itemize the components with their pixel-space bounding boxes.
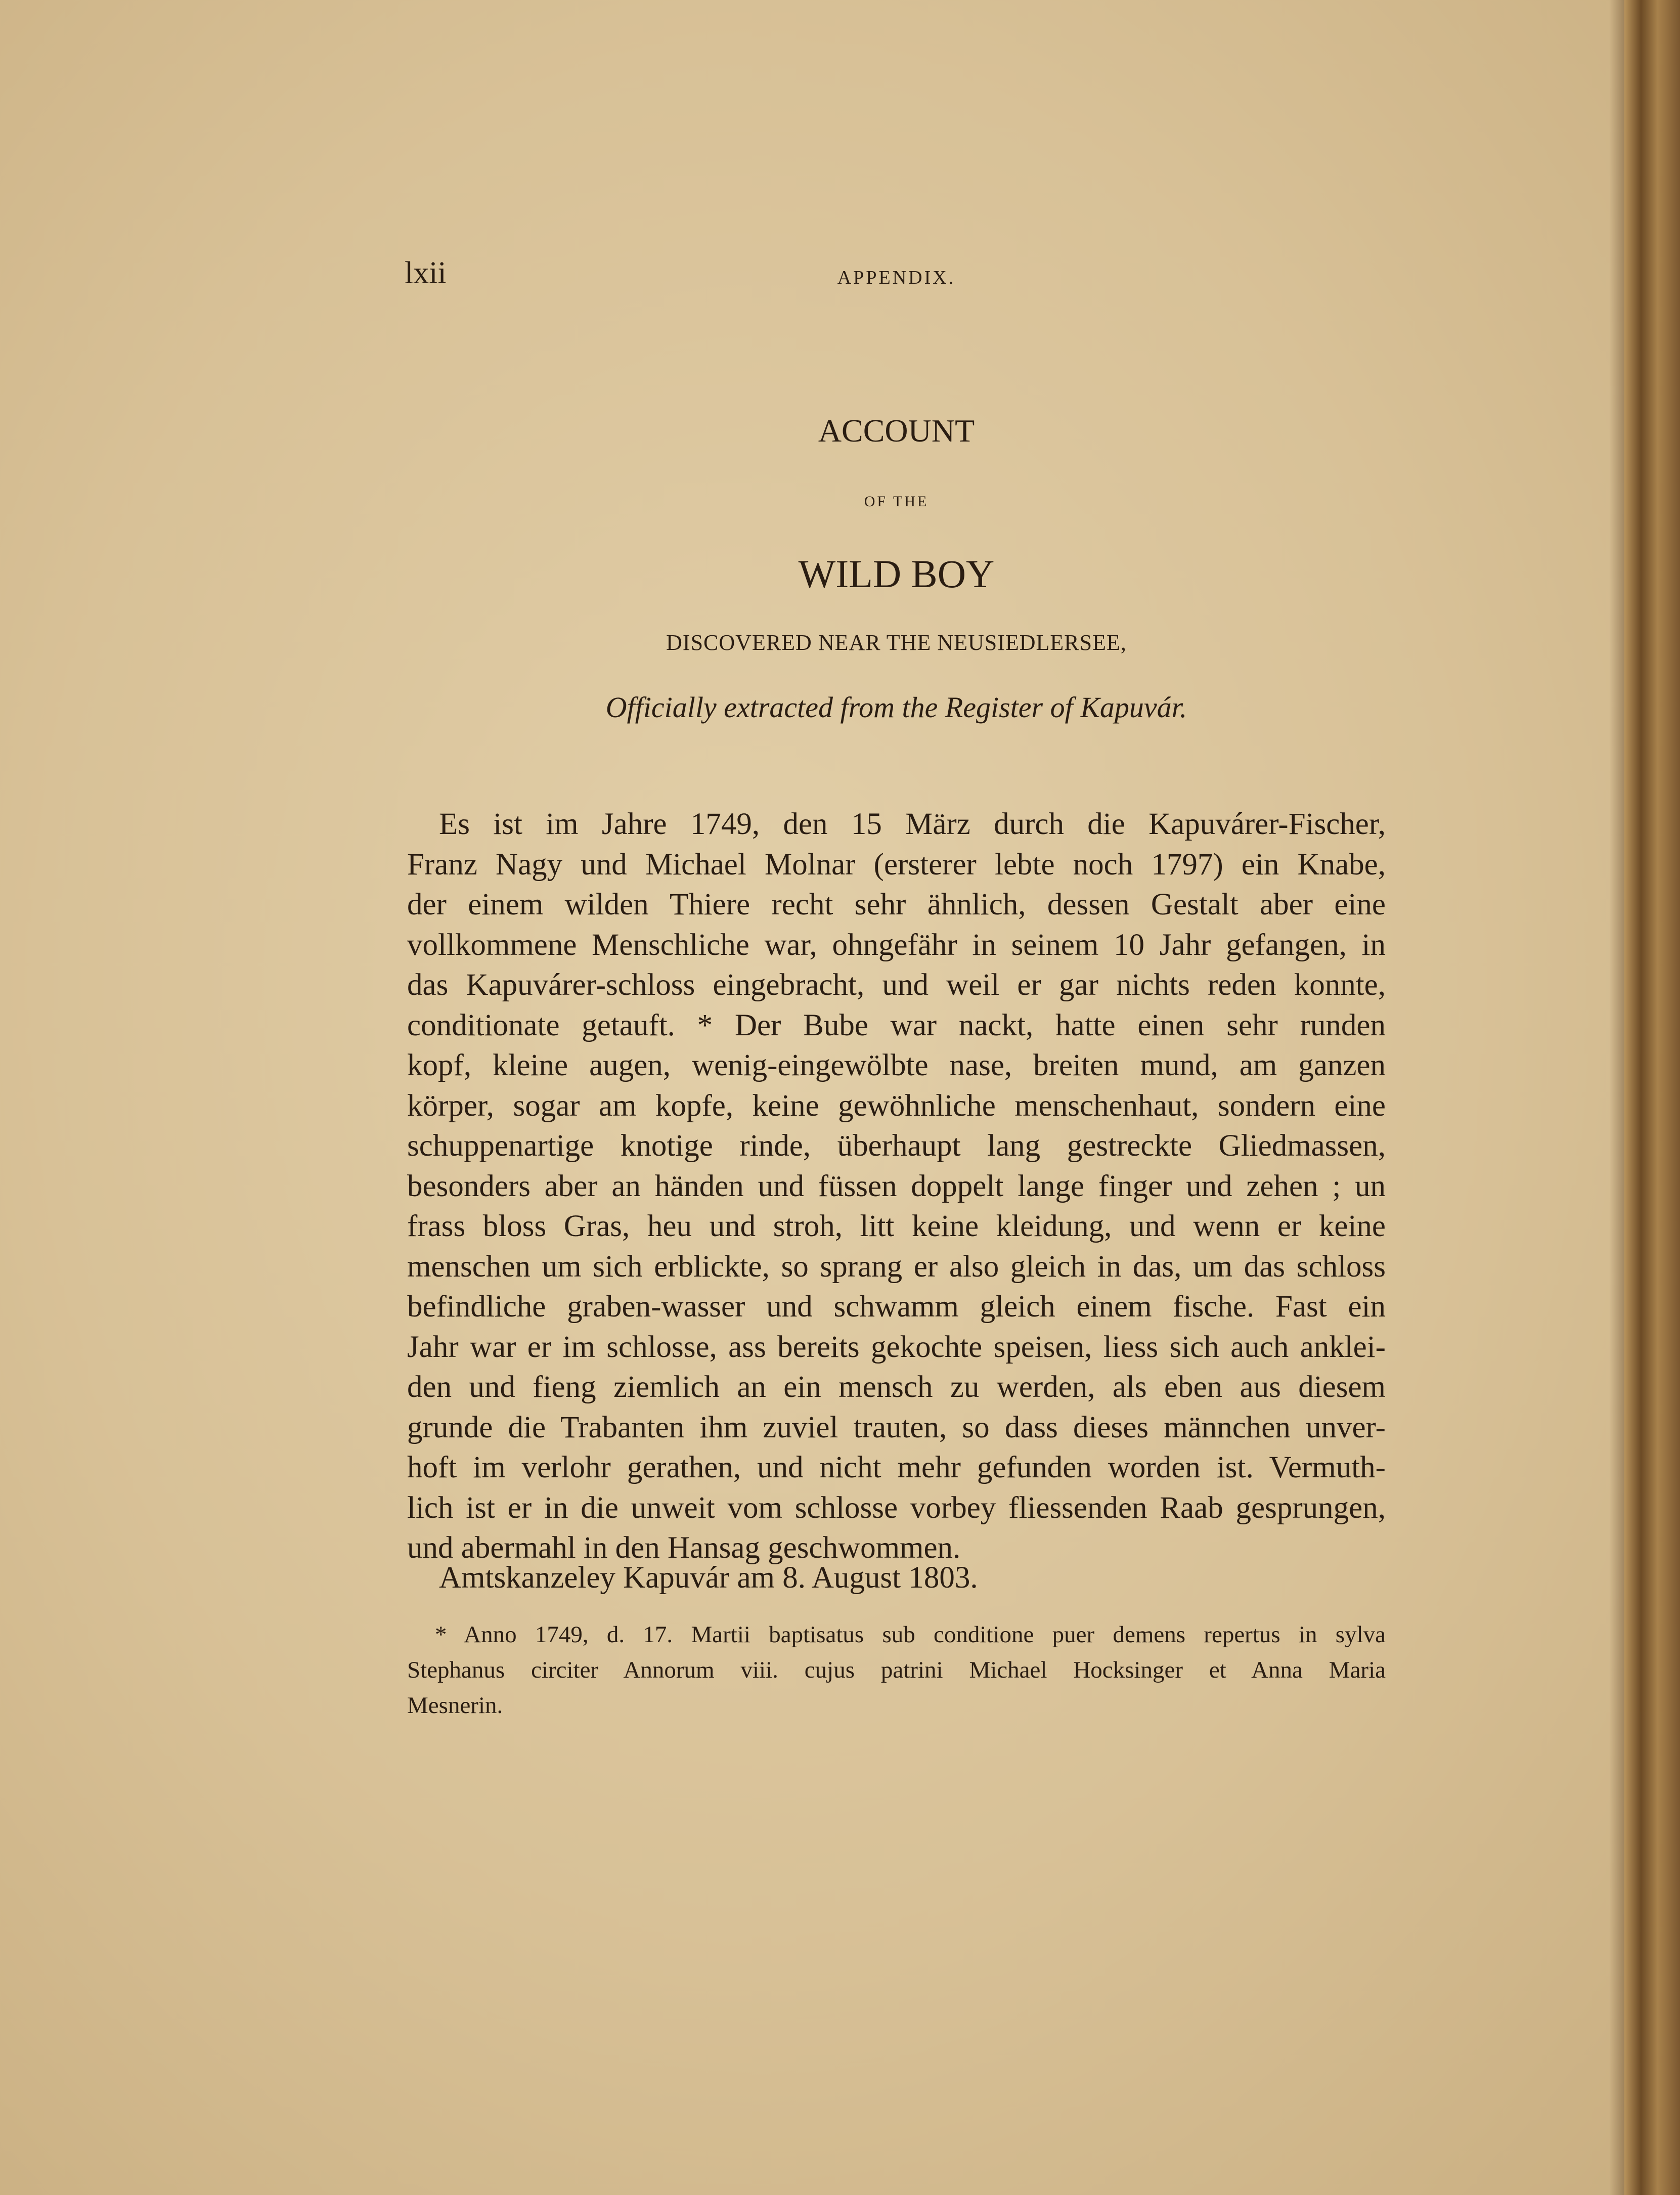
body-line: menschen um sich erblickte, so sprang er also gleich in das, um das schloss — [407, 1249, 1386, 1284]
footnote-line: Stephanus circiter Annorum viii. cujus patrini Michael Hocksinger et Anna Maria — [407, 1657, 1386, 1683]
footnote-line: * Anno 1749, d. 17. Martii baptisatus sub conditione puer demens repertus in sylva — [435, 1621, 1386, 1648]
running-title: APPENDIX. — [837, 267, 956, 288]
body-line: den und fieng ziemlich an ein mensch zu werden, als eben aus diesem — [407, 1370, 1386, 1404]
body-line: besonders aber an händen und füssen doppelt lange finger und zehen ; un — [407, 1169, 1386, 1203]
body-line: schuppenartige knotige rinde, überhaupt lang gestreckte Gliedmassen, — [407, 1129, 1386, 1163]
body-line: grunde die Trabanten ihm zuviel trauten, so dass dieses männchen unver- — [407, 1410, 1386, 1444]
body-line: befindliche graben-wasser und schwamm gleich einem fische. Fast ein — [407, 1290, 1386, 1324]
body-line: Franz Nagy und Michael Molnar (ersterer lebte noch 1797) ein Knabe, — [407, 847, 1386, 882]
body-line: kopf, kleine augen, wenig-eingewölbte nase, breiten mund, am ganzen — [407, 1048, 1386, 1082]
body-line: frass bloss Gras, heu und stroh, litt keine kleidung, und wenn er keine — [407, 1209, 1386, 1243]
book-spine-edge — [1624, 0, 1680, 2195]
signature-line: Amtskanzeley Kapuvár am 8. August 1803. — [439, 1561, 978, 1595]
title-of-the: OF THE — [864, 493, 929, 510]
page-edge-shadow — [1609, 0, 1624, 2195]
body-line: und abermahl in den Hansag geschwommen. — [407, 1531, 961, 1565]
body-line: das Kapuvárer-schloss eingebracht, und weil er gar nichts reden konnte, — [407, 968, 1386, 1002]
body-line: körper, sogar am kopfe, keine gewöhnliche menschenhaut, sondern eine — [407, 1088, 1386, 1123]
body-line: Es ist im Jahre 1749, den 15 März durch die Kapuvárer-Fischer, — [439, 807, 1386, 841]
title-account: ACCOUNT — [818, 413, 975, 449]
subtitle-register: Officially extracted from the Register of Kapuvár. — [605, 691, 1187, 724]
footnote-line: Mesnerin. — [407, 1692, 503, 1719]
body-line: der einem wilden Thiere recht sehr ähnlich, dessen Gestalt aber eine — [407, 888, 1386, 921]
body-line: hoft im verlohr gerathen, und nicht mehr gefunden worden ist. Vermuth- — [407, 1451, 1386, 1484]
body-line: lich ist er in die unweit vom schlosse vorbey fliessenden Raab gesprungen, — [407, 1490, 1386, 1525]
title-wild-boy: WILD BOY — [798, 552, 995, 596]
page-number: lxii — [405, 256, 447, 290]
body-line: Jahr war er im schlosse, ass bereits gekochte speisen, liess sich auch anklei- — [407, 1330, 1386, 1364]
subtitle-discovered: DISCOVERED NEAR THE NEUSIEDLERSEE, — [666, 630, 1127, 655]
body-line: conditionate getauft. * Der Bube war nackt, hatte einen sehr runden — [407, 1008, 1386, 1042]
body-line: vollkommene Menschliche war, ohngefähr in seinem 10 Jahr gefangen, in — [407, 928, 1386, 962]
